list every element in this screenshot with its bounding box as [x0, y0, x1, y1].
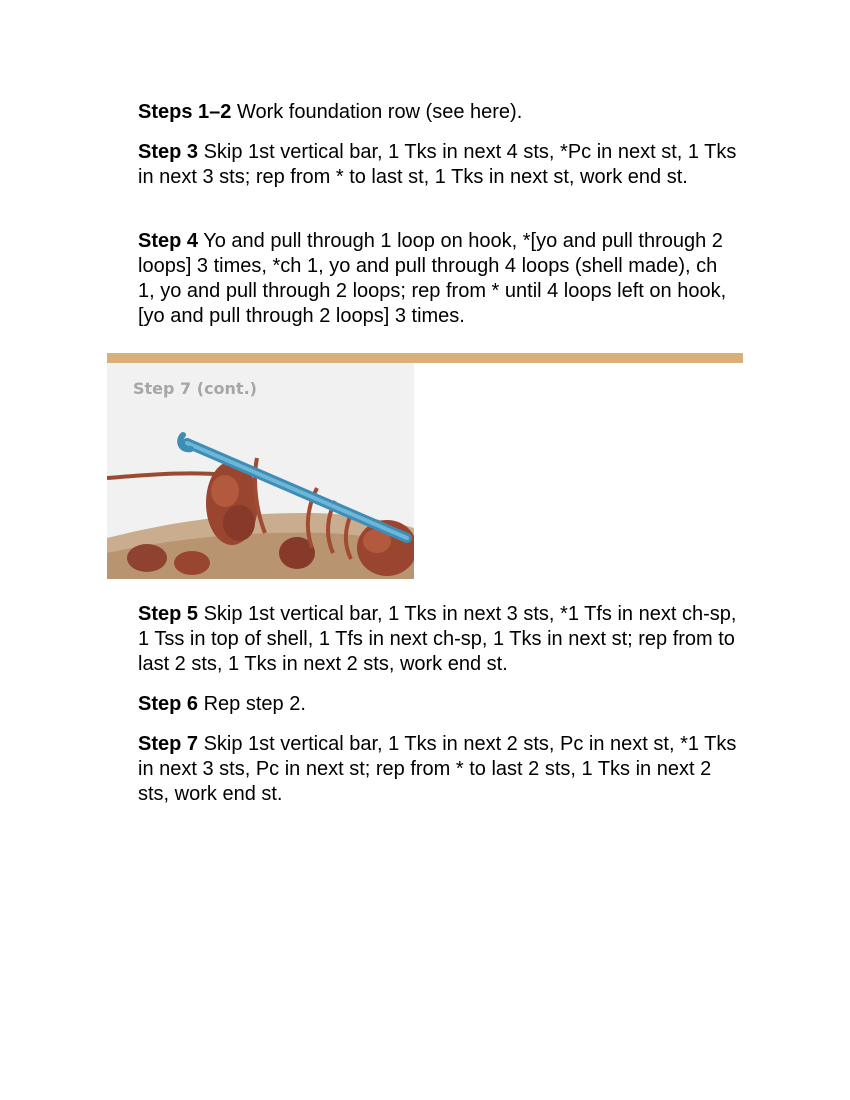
step-4-paragraph	[138, 229, 738, 329]
step-3-paragraph	[138, 140, 738, 190]
step-label: Step 6	[138, 693, 199, 715]
step-text: Work foundation row (see here).	[231, 101, 523, 123]
step-text: Skip 1st vertical bar, 1 Tks in next 3 sts, *1 Tfs in next ch-sp, 1 Tss in top of shell, 1 Tfs in next ch-sp, 1 Tks in next st; rep from to last 2 sts, 1 Tks in next 2 sts, work end st.	[138, 603, 737, 675]
step-label: Step 4	[138, 230, 199, 252]
step-6-paragraph	[138, 692, 738, 717]
step-text: Yo and pull through 1 loop on hook, *[yo and pull through 2 loops] 3 times, *ch 1, yo and pull through 4 loops (shell made), ch 1, yo and pull through 2 loops; rep from * until 4 loops left on hook, [yo and pull through 2 loops] 3 times.	[138, 230, 727, 327]
step-7-paragraph	[138, 732, 738, 807]
step-label: Steps 1–2	[138, 101, 232, 123]
crochet-photo	[107, 363, 414, 579]
step-label: Step 3	[138, 141, 199, 163]
step-label: Step 7	[138, 733, 199, 755]
step-1-2-paragraph	[138, 100, 738, 125]
step-text: Skip 1st vertical bar, 1 Tks in next 2 sts, Pc in next st, *1 Tks in next 3 sts, Pc in next st; rep from * to last 2 sts, 1 Tks in next 2 sts, work end st.	[138, 733, 737, 805]
step-5-paragraph	[138, 602, 738, 677]
step-label: Step 5	[138, 603, 199, 625]
step-text: Skip 1st vertical bar, 1 Tks in next 4 sts, *Pc in next st, 1 Tks in next 3 sts; rep from * to last st, 1 Tks in next st, work end st.	[138, 141, 737, 188]
step-text: Rep step 2.	[198, 693, 306, 715]
section-divider-bar	[107, 353, 743, 363]
photo-caption: Step 7 (cont.)	[133, 379, 257, 398]
